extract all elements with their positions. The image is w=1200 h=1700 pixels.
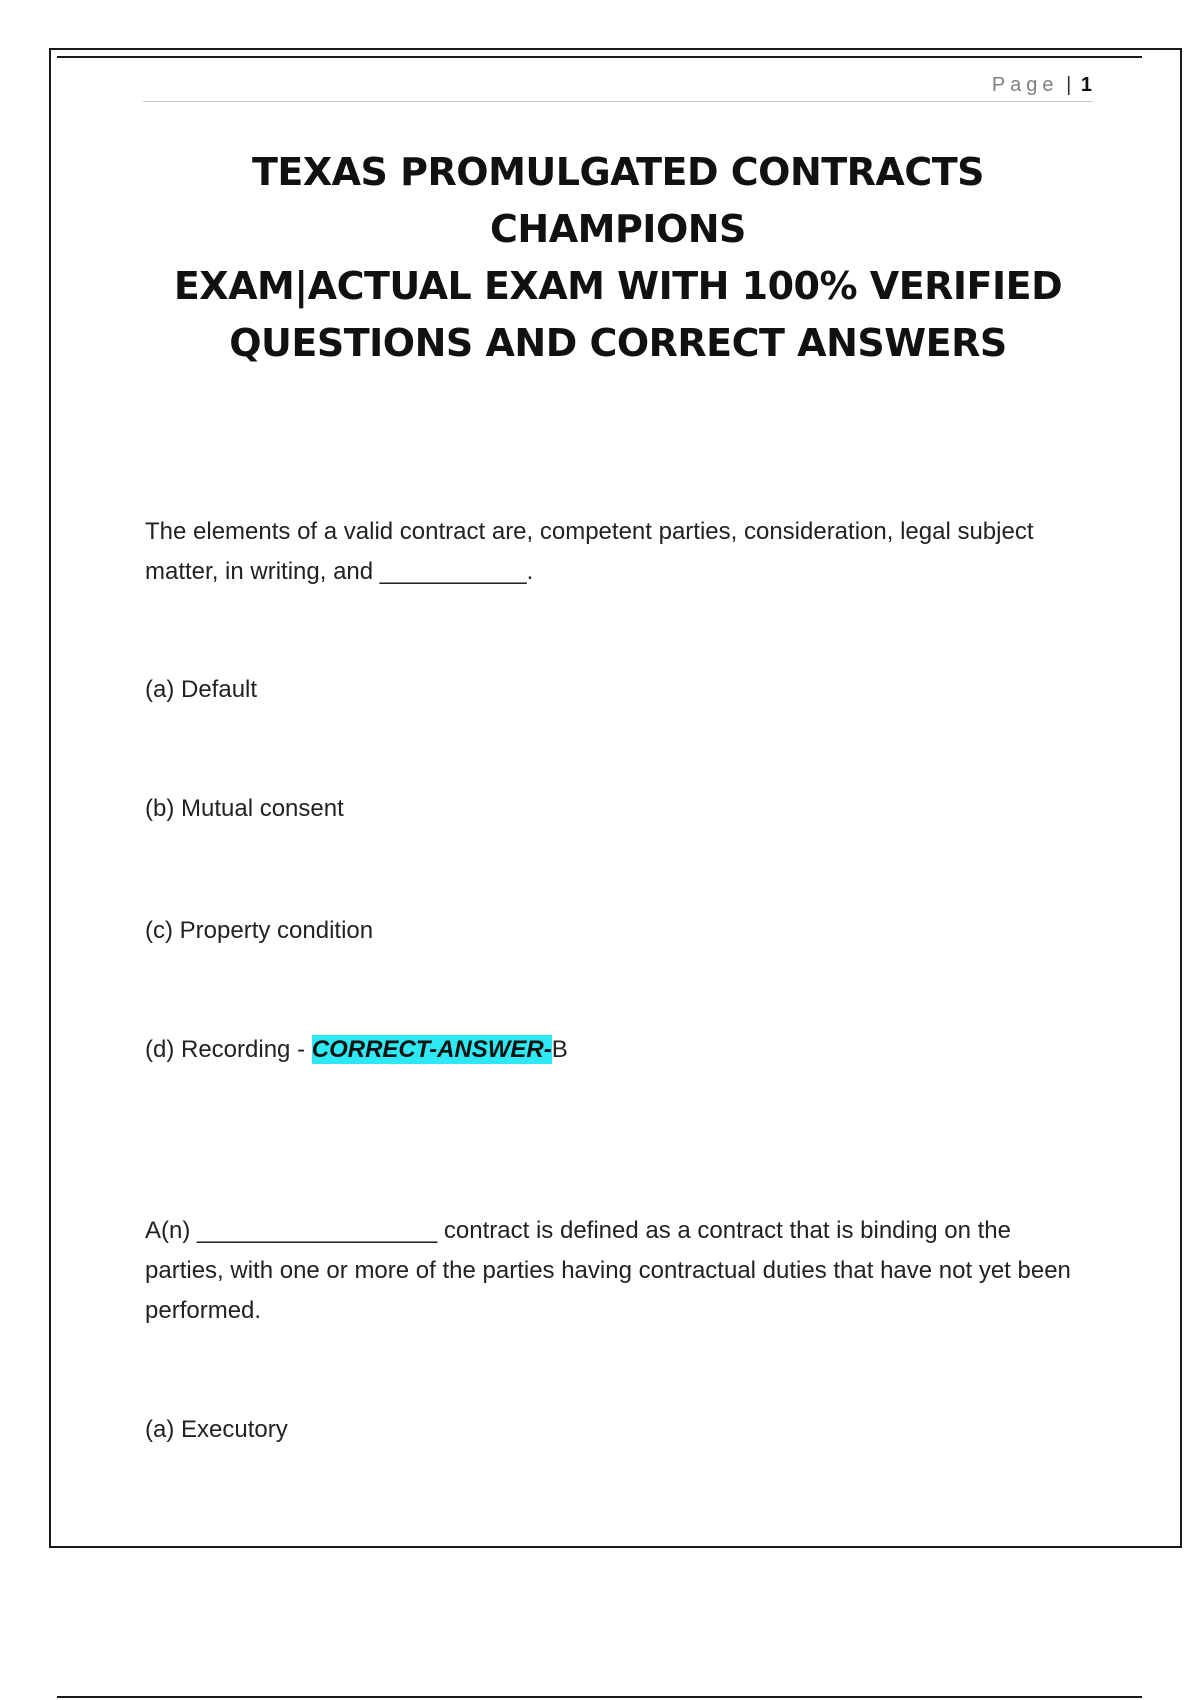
question-1-option-c: (c) Property condition — [145, 917, 374, 944]
page-number — [992, 74, 1092, 97]
page-label: Page — [991, 74, 1059, 96]
question-1-option-a: (a) Default — [145, 676, 258, 703]
bottom-rule — [57, 1696, 1142, 1698]
question-2-text: A(n) __________________ contract is defined as a contract that is binding on the parties, with one or more of the parties having contractual duties that have not yet been performed. — [145, 1217, 1071, 1324]
page-number-value: 1 — [1080, 74, 1092, 96]
header-rule — [143, 101, 1093, 102]
document-title — [143, 144, 1093, 372]
option-d-text: (d) Recording - — [145, 1036, 312, 1063]
question-1-option-d — [145, 1033, 568, 1067]
correct-answer-label: CORRECT-ANSWER- — [311, 1036, 552, 1063]
question-1-text: The elements of a valid contract are, competent parties, consideration, legal subject matter, in writing, and ___________. — [145, 518, 1034, 585]
title-line-3: QUESTIONS AND CORRECT ANSWERS — [229, 321, 1007, 365]
title-line-2: EXAM|ACTUAL EXAM WITH 100% VERIFIED — [173, 264, 1063, 308]
correct-answer-value: B — [551, 1036, 568, 1063]
question-1-option-b: (b) Mutual consent — [145, 795, 344, 822]
page-separator: | — [1066, 74, 1072, 96]
question-2-option-a: (a) Executory — [145, 1416, 288, 1443]
title-line-1: TEXAS PROMULGATED CONTRACTS CHAMPIONS — [251, 150, 985, 251]
